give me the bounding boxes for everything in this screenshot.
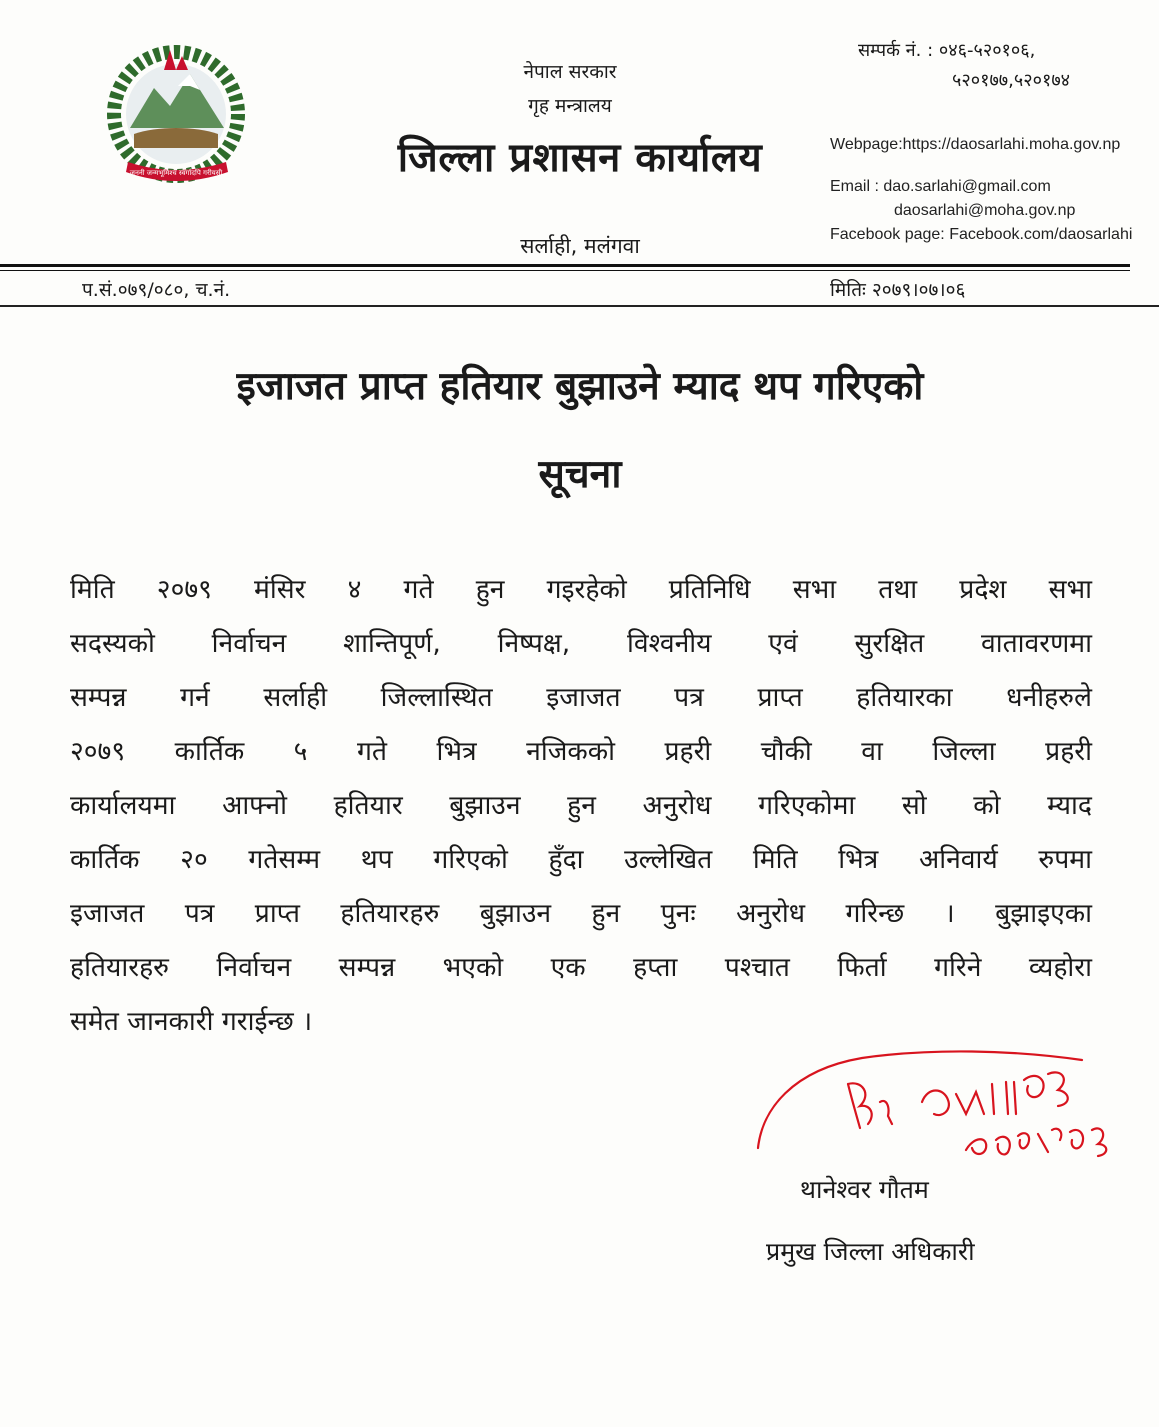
notice-subtitle: सूचना [538,452,622,497]
ministry-name: गृह मन्त्रालय [528,95,612,117]
body-line: कार्यालयमा आफ्नो हतियार बुझाउन हुन अनुरोध गरिएकोमा सो को म्याद [70,790,1092,821]
office-name: जिल्ला प्रशासन कार्यालय [397,135,763,181]
body-line: कार्तिक २० गतेसम्म थप गरिएको हुँदा उल्लेखित मिति भित्र अनिवार्य रुपमा [70,844,1092,875]
notice-title: इजाजत प्राप्त हतियार बुझाउने म्याद थप गरिएको [236,364,924,409]
phone-line-1: सम्पर्क नं. : ०४६-५२०१०६, [858,40,1036,61]
body-line: इजाजत पत्र प्राप्त हतियारहरु बुझाउन हुन पुनः अनुरोध गरिन्छ । बुझाइएका [70,898,1092,929]
header-divider [0,264,1130,267]
signer-title: प्रमुख जिल्ला अधिकारी [766,1237,975,1266]
body-line: हतियारहरु निर्वाचन सम्पन्न भएको एक हप्ता पश्चात फिर्ता गरिने व्यहोरा [70,952,1092,983]
reference-divider [0,305,1159,307]
contact-phone [858,36,1070,96]
webpage-link[interactable]: Webpage:https://daosarlahi.moha.gov.np [830,136,1121,153]
email-primary[interactable]: Email : dao.sarlahi@gmail.com [830,178,1051,195]
nepal-emblem-icon [78,30,274,190]
government-name: नेपाल सरकार [523,61,617,83]
office-location: सर्लाही, मलंगवा [520,234,640,258]
phone-line-2: ५२०१७७,५२०१७४ [952,70,1071,91]
notice-body [70,568,1092,1054]
body-line: सदस्यको निर्वाचन शान्तिपूर्ण, निष्पक्ष, विश्वनीय एवं सुरक्षित वातावरणमा [70,628,1092,659]
facebook-link[interactable]: Facebook page: Facebook.com/daosarlahi [830,226,1133,243]
signer-name: थानेश्वर गौतम [800,1175,929,1204]
email-secondary[interactable]: daosarlahi@moha.gov.np [894,202,1076,219]
body-line: २०७९ कार्तिक ५ गते भित्र नजिकको प्रहरी चौकी वा जिल्ला प्रहरी [70,736,1092,767]
body-line: समेत जानकारी गराईन्छ । [70,1006,313,1037]
document-date: मितिः २०७९।०७।०६ [830,279,966,301]
header-divider-thin [0,270,1130,271]
handwritten-signature [752,1040,1132,1160]
body-line: सम्पन्न गर्न सर्लाही जिल्लास्थित इजाजत पत्र प्राप्त हतियारका धनीहरुले [70,682,1092,713]
emblem-motto: जननी जन्मभूमिश्च स्वर्गादपि गरीयसी [129,169,223,177]
reference-number: प.सं.०७९/०८०, च.नं. [82,279,231,301]
body-line: मिति २०७९ मंसिर ४ गते हुन गइरहेको प्रतिनिधि सभा तथा प्रदेश सभा [70,574,1092,605]
